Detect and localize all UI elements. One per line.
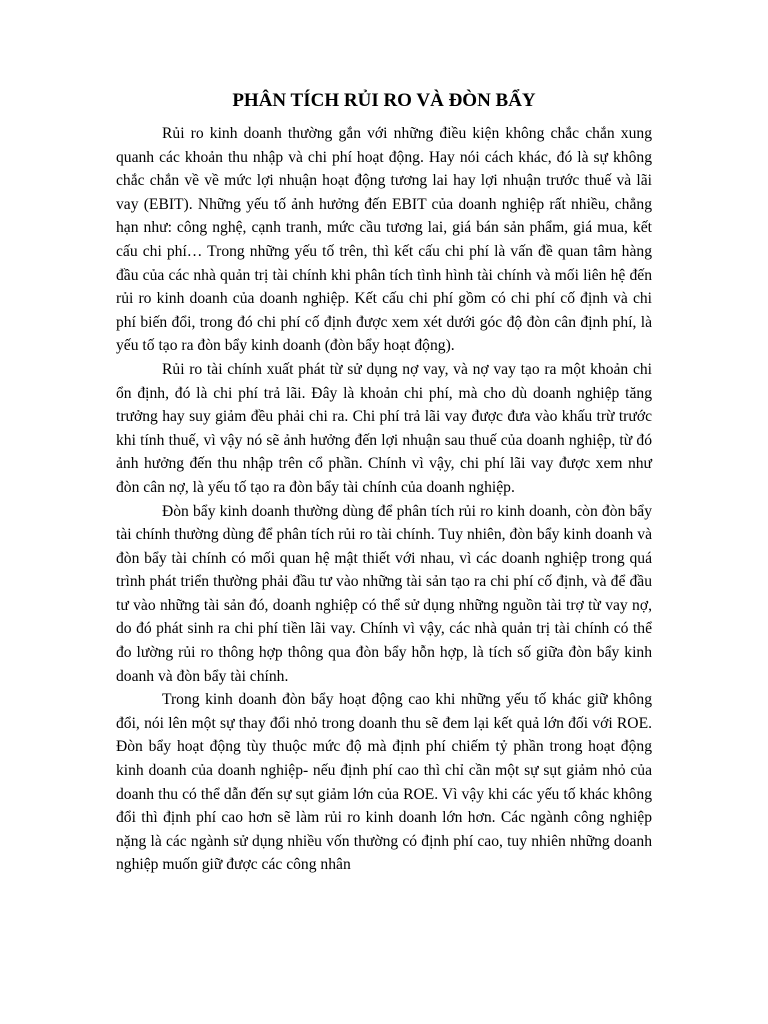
document-title: PHÂN TÍCH RỦI RO VÀ ĐÒN BẨY (232, 90, 536, 111)
paragraph-business-risk: Rủi ro kinh doanh thường gắn với những điều kiện không chắc chắn xung quanh các khoản thu nhập và chi phí hoạt động. Hay nói cách khác, đó là sự không chắc chắn về về mức lợi nhuận hoạt động tương lai hay lợi nhuận trước thuế và lãi vay (EBIT). Những yếu tố ảnh hưởng đến EBIT của doanh nghiệp rất nhiều, chẳng hạn như: công nghệ, cạnh tranh, mức cầu tương lai, giá bán sản phẩm, giá mua, kết cấu chi phí… Trong những yếu tố trên, thì kết cấu chi phí là vấn đề quan tâm hàng đầu của các nhà quản trị tài chính khi phân tích tình hình tài chính và mối liên hệ đến rủi ro kinh doanh của doanh nghiệp. Kết cấu chi phí gồm có chi phí cố định và chi phí biến đổi, trong đó chi phí cố định được xem xét dưới góc độ đòn cân định phí, là yếu tố tạo ra đòn bẩy kinh doanh (đòn bẩy hoạt động). (116, 125, 652, 355)
paragraph-financial-risk: Rủi ro tài chính xuất phát từ sử dụng nợ vay, và nợ vay tạo ra một khoản chi ổn định, đó là chi phí trả lãi. Đây là khoản chi phí, mà cho dù doanh nghiệp tăng trưởng hay suy giảm đều phải chi ra. Chi phí trả lãi vay được đưa vào khấu trừ trước khi tính thuế, vì vậy nó sẽ ảnh hưởng đến lợi nhuận sau thuế của doanh nghiệp, từ đó ảnh hưởng đến thu nhập trên cổ phần. Chính vì vậy, chi phí lãi vay được xem như đòn cân nợ, là yếu tố tạo ra đòn bẩy tài chính của doanh nghiệp. (116, 360, 652, 496)
paragraph-operating-leverage: Trong kinh doanh đòn bẩy hoạt động cao khi những yếu tố khác giữ không đổi, nói lên một sự thay đổi nhỏ trong doanh thu sẽ đem lại kết quả lớn đối với ROE. Đòn bẩy hoạt động tùy thuộc mức độ mà định phí chiếm tỷ phần trong hoạt động kinh doanh của doanh nghiệp- nếu định phí cao thì chỉ cần một sự sụt giảm nhỏ của doanh thu có thể dẫn đến sự sụt giảm lớn của ROE. Vì vậy khi các yếu tố khác không đổi thì định phí cao hơn sẽ làm rủi ro kinh doanh lớn hơn. Các ngành công nghiệp nặng là các ngành sử dụng nhiều vốn thường có định phí cao, tuy nhiên những doanh nghiệp muốn giữ được các công nhân (116, 691, 652, 874)
paragraph-leverage-relationship: Đòn bẩy kinh doanh thường dùng để phân tích rủi ro kinh doanh, còn đòn bẩy tài chính thường dùng để phân tích rủi ro tài chính. Tuy nhiên, đòn bẩy kinh doanh và đòn bẩy tài chính có mối quan hệ mật thiết với nhau, vì các doanh nghiệp trong quá trình phát triển thường phải đầu tư vào những tài sản tạo ra chi phí cố định, và để đầu tư vào những tài sản đó, doanh nghiệp có thể sử dụng những nguồn tài trợ từ vay nợ, do đó phát sinh ra chi phí tiền lãi vay. Chính vì vậy, các nhà quản trị tài chính có thể đo lường rủi ro thông hợp thông qua đòn bẩy hỗn hợp, là tích số giữa đòn bẩy kinh doanh và đòn bẩy tài chính. (116, 502, 652, 685)
document-body (116, 122, 652, 877)
